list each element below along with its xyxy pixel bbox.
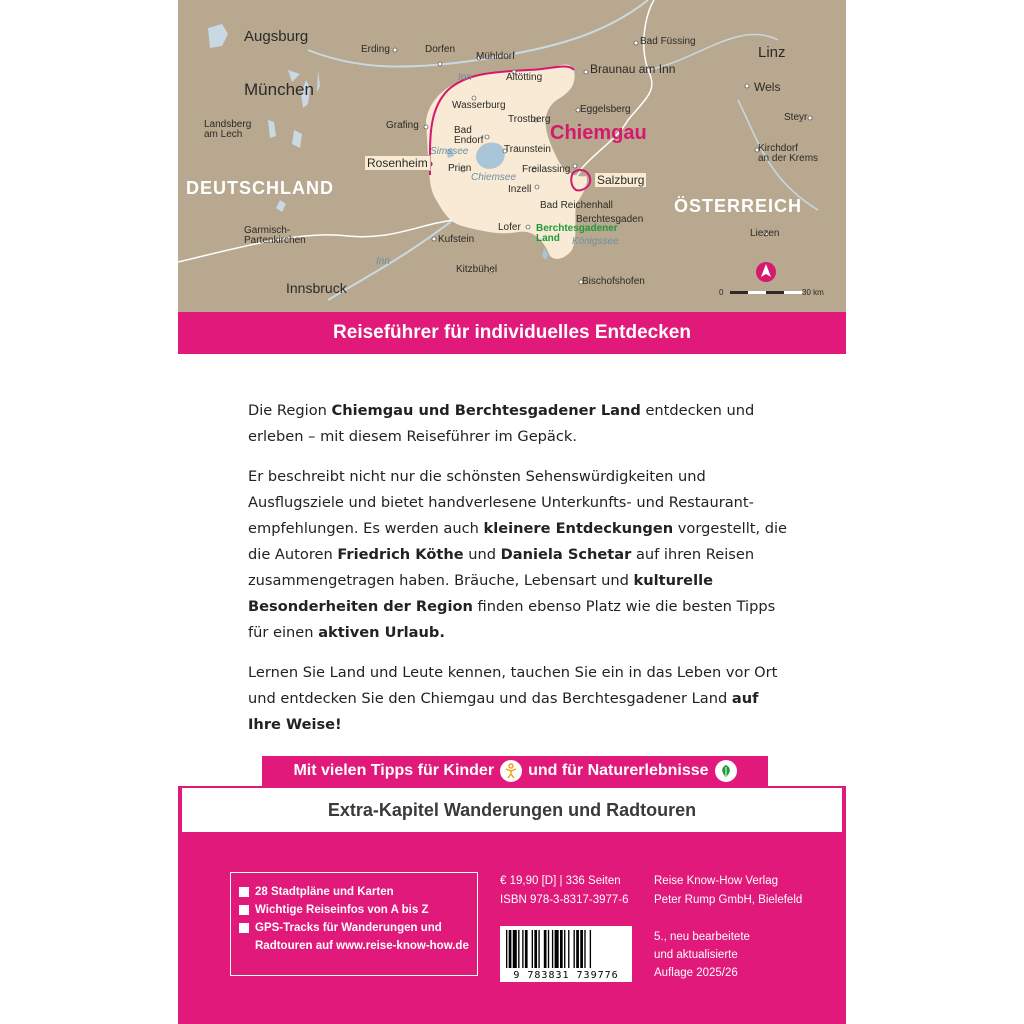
edition-line: und aktualisierte <box>654 949 738 961</box>
map-label-rosenheim: Rosenheim <box>364 155 431 171</box>
publisher-line: Peter Rump GmbH, Bielefeld <box>654 894 803 906</box>
map-label-grafing: Grafing <box>386 120 419 131</box>
checkbox-icon <box>239 923 249 933</box>
map-label-traunstein: Traunstein <box>504 144 551 155</box>
map-label-dorfen: Dorfen <box>425 44 456 55</box>
map-label-wels: Wels <box>754 80 781 94</box>
text-run: und <box>463 546 501 563</box>
map-label-inn-1: Inn <box>458 72 472 83</box>
map-label-deutschland: DEUTSCHLAND <box>186 178 334 198</box>
map-label-innsbruck: Innsbruck <box>286 280 347 296</box>
barcode-bars <box>506 930 626 970</box>
bold-text: Chiemgau und Berchtesgadener Land <box>331 402 641 419</box>
map-label-muenchen: München <box>244 80 314 99</box>
map-label-wasserburg: Wasserburg <box>452 100 506 111</box>
map-label-liezen: Liezen <box>750 228 780 239</box>
map-label-bad-fuessing: Bad Füssing <box>640 36 696 47</box>
text-run: Lernen Sie Land und Leute kennen, tauchen Sie ein in das Leben vor Ort und entdecken Sie den Chiemgau und das Berchtesgadener Land <box>248 664 778 707</box>
tips-banner <box>262 756 768 786</box>
scale-start: 0 <box>719 288 724 297</box>
price-info <box>500 872 629 910</box>
edition-line: Auflage 2025/26 <box>654 967 738 979</box>
map-label-linz: Linz <box>758 44 786 61</box>
leaf-icon <box>715 760 737 782</box>
bold-text: Friedrich Köthe <box>337 546 464 563</box>
paragraph-3 <box>248 660 788 738</box>
region-map <box>178 0 846 312</box>
edition-line: 5., neu bearbeitete <box>654 931 750 943</box>
paragraph-1 <box>248 398 788 450</box>
map-label-salzburg: Salzburg <box>594 172 647 188</box>
tips-kids-text: Mit vielen Tipps für Kinder <box>293 762 495 779</box>
map-label-landsberg: Landsberg am Lech <box>204 119 252 140</box>
text-run: Die Region <box>248 402 332 419</box>
map-label-inn-2: Inn <box>376 256 390 267</box>
bold-text: kulturelle Besonderheiten der Region <box>248 572 713 615</box>
map-label-eggelsberg: Eggelsberg <box>580 104 631 115</box>
map-label-altoetting: Altötting <box>506 72 543 83</box>
map-label-augsburg: Augsburg <box>244 28 309 45</box>
bold-text: Daniela Schetar <box>500 546 632 563</box>
map-label-bischofshofen: Bischofshofen <box>582 276 645 287</box>
map-label-lofer: Lofer <box>498 222 521 233</box>
book-back-cover <box>178 0 846 1024</box>
title-banner <box>178 312 846 354</box>
map-label-oesterreich: ÖSTERREICH <box>674 196 803 216</box>
description-text <box>248 398 788 752</box>
paragraph-2 <box>248 464 788 646</box>
map-graphic <box>178 0 846 312</box>
scale-end: 30 km <box>802 288 824 297</box>
map-label-koenigssee: Königssee <box>572 236 619 247</box>
feature-item: 28 Stadtpläne und Karten <box>239 883 469 901</box>
map-label-muehldorf: Mühldorf <box>476 51 515 62</box>
map-label-erding: Erding <box>361 44 390 55</box>
map-label-garmisch: Garmisch- Partenkirchen <box>244 225 306 246</box>
map-label-bad-reichenhall: Bad Reichenhall <box>540 200 613 211</box>
feature-item: GPS-Tracks für Wanderungen und Radtouren auf www.reise-know-how.de <box>239 919 469 955</box>
bold-text: kleinere Entdeckungen <box>483 520 674 537</box>
barcode-number: 9 783831 739776 <box>513 970 619 981</box>
map-label-braunau: Braunau am Inn <box>590 62 676 76</box>
map-label-inzell: Inzell <box>508 184 532 195</box>
bottom-band <box>178 786 846 1024</box>
barcode <box>500 926 632 982</box>
bold-text: auf Ihre Weise! <box>248 690 759 733</box>
publisher-info <box>654 872 802 910</box>
text-run: entdecken und erleben – mit diesem Reiseführer im Gepäck. <box>248 402 755 445</box>
extra-chapter-text: Extra-Kapitel Wanderungen und Radtouren <box>327 799 697 820</box>
child-icon <box>500 760 522 782</box>
features-box <box>230 872 478 976</box>
publisher-line: Reise Know-How Verlag <box>654 875 779 887</box>
bold-text: aktiven Urlaub. <box>318 624 445 641</box>
tips-nature-text: und für Naturerlebnisse <box>528 762 709 779</box>
text-run: vorgestellt, die die Autoren <box>248 520 788 563</box>
map-label-kitzbuehel: Kitzbühel <box>456 264 498 275</box>
edition-info <box>654 928 750 982</box>
map-label-simssee: Simssee <box>430 146 469 157</box>
isbn: ISBN 978-3-8317-3977-6 <box>500 894 629 906</box>
text-run: Er beschreibt nicht nur die schönsten Sehenswürdigkeiten und Ausflugsziele und bietet handverlesene Unterkunfts- und Restaurantempfehlungen. Es werden auch <box>248 468 754 537</box>
checkbox-icon <box>239 887 249 897</box>
map-label-bad-endorf: Bad Endorf <box>454 125 484 146</box>
map-label-kufstein: Kufstein <box>438 234 475 245</box>
checkbox-icon <box>239 905 249 915</box>
text-run: auf ihren Reisen zusammengetragen haben. Bräuche, Lebensart und <box>248 546 755 589</box>
map-label-prien: Prien <box>448 163 472 174</box>
banner-title: Reiseführer für individuelles Entdecken <box>333 322 691 343</box>
map-label-chiemgau: Chiemgau <box>550 122 647 144</box>
map-label-berchtesgaden: Berchtesgaden <box>576 214 644 225</box>
extra-chapter-box <box>182 788 842 832</box>
map-label-chiemsee: Chiemsee <box>471 172 517 183</box>
map-label-trostberg: Trostberg <box>508 114 551 125</box>
map-label-kirchdorf: Kirchdorf an der Krems <box>758 143 819 164</box>
feature-item: Wichtige Reiseinfos von A bis Z <box>239 901 469 919</box>
map-label-steyr: Steyr <box>784 112 808 123</box>
text-run: finden ebenso Platz wie die besten Tipps für einen <box>248 598 776 641</box>
map-label-berchtesgadener-land: Berchtesgadener Land <box>536 223 618 244</box>
map-label-freilassing: Freilassing <box>522 164 571 175</box>
price: € 19,90 [D] | 336 Seiten <box>500 875 621 887</box>
